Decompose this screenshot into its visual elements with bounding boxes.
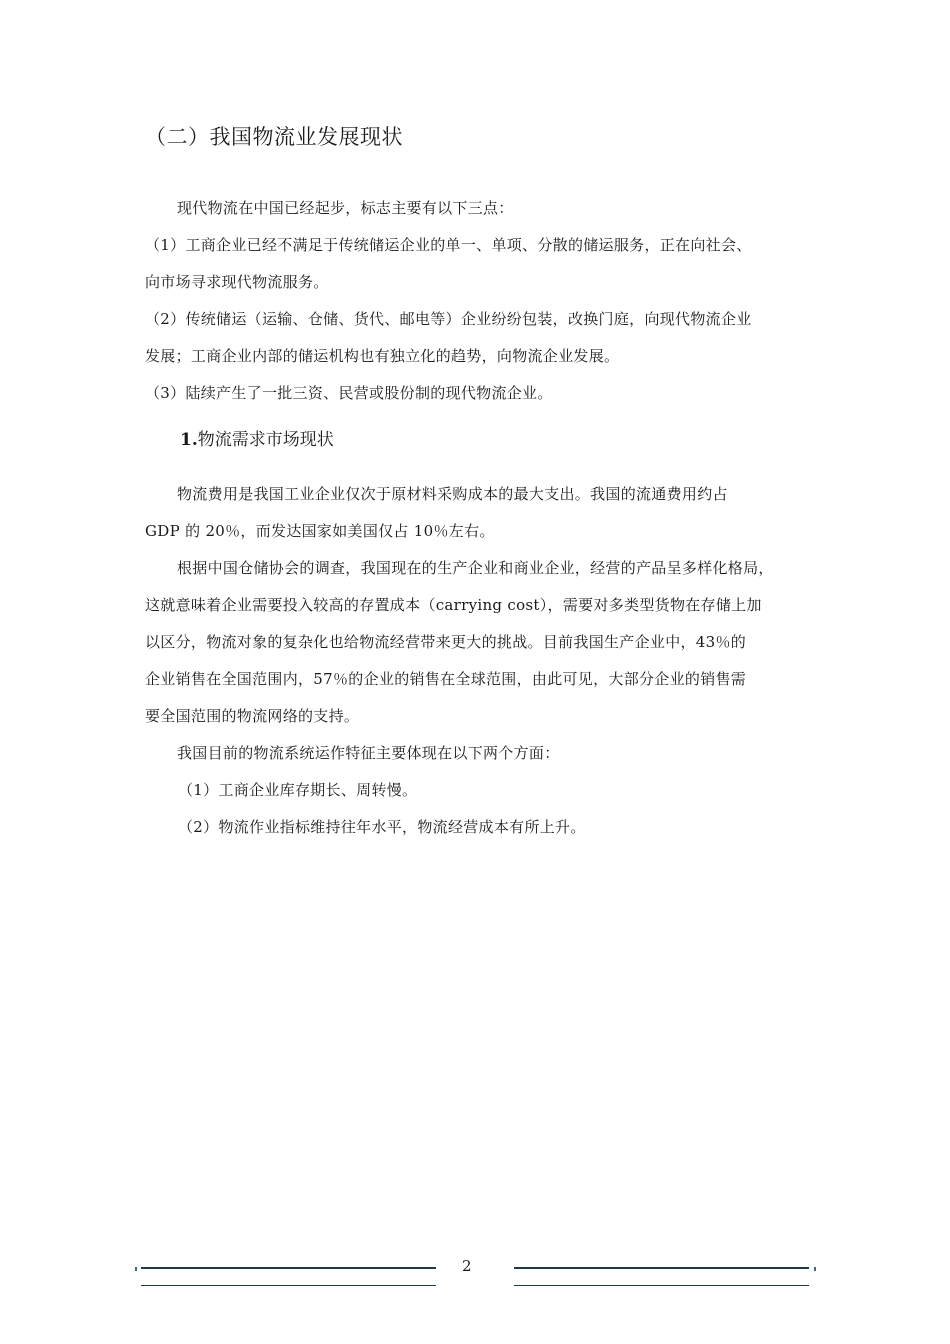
point-1-line-1: （1）工商企业已经不满足于传统储运企业的单一、单项、分散的储运服务，正在向社会、 [145, 236, 752, 254]
footer-rule-right-tick [814, 1267, 816, 1271]
footer-rule-left-bottom [141, 1285, 436, 1286]
paragraph-2-line-1: 根据中国仓储协会的调查，我国现在的生产企业和商业企业，经营的产品呈多样化格局， [177, 559, 774, 577]
paragraph-1-line-2: GDP 的 20％，而发达国家如美国仅占 10％左右。 [145, 522, 495, 540]
sub-title [180, 425, 334, 455]
page-number: 2 [462, 1257, 472, 1275]
paragraph-1-line-1: 物流费用是我国工业企业仅次于原材料采购成本的最大支出。我国的流通费用约占 [177, 485, 728, 503]
footer-rule-right-top [514, 1267, 809, 1269]
point-3 [145, 375, 810, 412]
feature-1 [178, 772, 778, 809]
paragraph-2-line-3: 以区分，物流对象的复杂化也给物流经营带来更大的挑战。目前我国生产企业中，43％的 [145, 633, 747, 651]
paragraph-3 [145, 735, 842, 772]
paragraph-2-line-4: 企业销售在全国范围内，57％的企业的销售在全球范围，由此可见，大部分企业的销售需 [145, 670, 747, 688]
point-1-line-2: 向市场寻求现代物流服务。 [145, 273, 329, 291]
paragraph-2 [145, 550, 810, 735]
feature-1-line: （1）工商企业库存期长、周转慢。 [178, 781, 418, 799]
intro-line: 现代物流在中国已经起步，标志主要有以下三点： [177, 199, 514, 217]
footer-rule-right-bottom [514, 1285, 809, 1286]
point-2 [145, 301, 810, 375]
footer-rule-left-tick [135, 1267, 137, 1271]
point-2-line-2: 发展；工商企业内部的储运机构也有独立化的趋势，向物流企业发展。 [145, 347, 620, 365]
paragraph-1 [145, 476, 810, 550]
sub-title-text: 物流需求市场现状 [197, 430, 334, 450]
paragraph-2-line-2: 这就意味着企业需要投入较高的存置成本（carrying cost），需要对多类型货物在存储上加 [145, 596, 762, 614]
feature-2-line: （2）物流作业指标维持往年水平，物流经营成本有所上升。 [178, 818, 586, 836]
section-title: （二）我国物流业发展现状 [145, 125, 403, 149]
point-3-line: （3）陆续产生了一批三资、民营或股份制的现代物流企业。 [145, 384, 553, 402]
intro-paragraph [145, 190, 842, 227]
point-2-line-1: （2）传统储运（运输、仓储、货代、邮电等）企业纷纷包装，改换门庭，向现代物流企业 [145, 310, 752, 328]
footer-rule-left-top [141, 1267, 436, 1269]
feature-2 [178, 809, 778, 846]
point-1 [145, 227, 810, 301]
paragraph-3-line: 我国目前的物流系统运作特征主要体现在以下两个方面： [177, 744, 560, 762]
sub-title-number: 1. [180, 430, 198, 450]
paragraph-2-line-5: 要全国范围的物流网络的支持。 [145, 707, 360, 725]
